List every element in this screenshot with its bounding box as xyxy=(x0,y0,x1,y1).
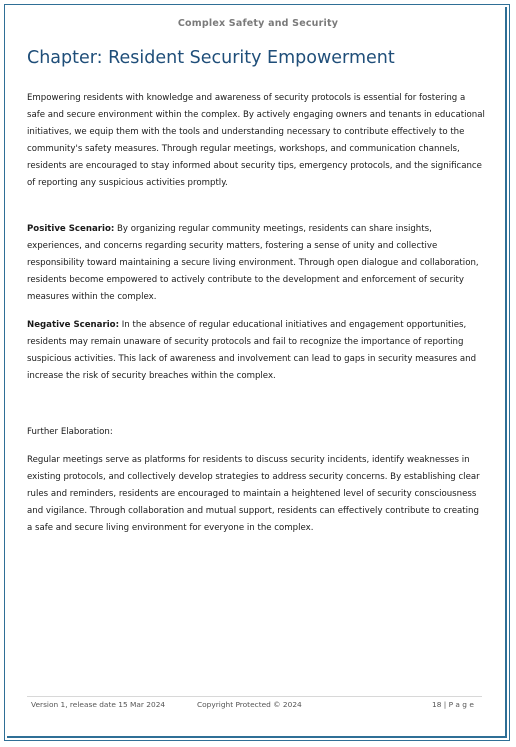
intro-paragraph: Empowering residents with knowledge and awareness of security protocols is essential for fostering a safe and secure environment within the complex. By actively engaging owners and tenants in educational initiatives, we equip them with the tools and understanding necessary to contribute effectively to the community's safety measures. Through regular meetings, workshops, and communication channels, residents are encouraged to stay informed about security tips, emergency protocols, and the significance of reporting any suspicious activities promptly. xyxy=(27,93,485,188)
footer-version: Version 1, release date 15 Mar 2024 xyxy=(31,700,166,709)
negative-scenario-paragraph xyxy=(27,317,485,385)
footer-page-number: 18 | P a g e xyxy=(432,700,474,709)
positive-scenario-text: By organizing regular community meetings, residents can share insights, experiences, and concerns regarding security matters, fostering a sense of unity and collective responsibility toward maintaining a secure living environment. Through open dialogue and collaboration, residents become empowered to actively contribute to the development and enforcement of security measures within the complex. xyxy=(27,224,479,302)
footer-divider xyxy=(27,696,482,697)
running-header: Complex Safety and Security xyxy=(177,18,339,29)
chapter-title: Chapter: Resident Security Empowerment xyxy=(27,48,395,68)
negative-scenario-text: In the absence of regular educational initiatives and engagement opportunities, residents may remain unaware of security protocols and fail to recognize the importance of reporting suspicious activities. This lack of awareness and involvement can lead to gaps in security measures and increase the risk of security breaches within the complex. xyxy=(27,320,477,381)
negative-scenario-label: Negative Scenario: xyxy=(27,320,120,330)
positive-scenario-paragraph xyxy=(27,221,485,306)
further-elaboration-heading: Further Elaboration: xyxy=(27,427,113,437)
positive-scenario-label: Positive Scenario: xyxy=(27,224,115,234)
further-elaboration-paragraph: Regular meetings serve as platforms for residents to discuss security incidents, identify weaknesses in existing protocols, and collectively develop strategies to address security concerns. By establishing clear rules and reminders, residents are encouraged to maintain a heightened level of security consciousness and vigilance. Through collaboration and mutual support, residents can effectively contribute to creating a safe and secure living environment for everyone in the complex. xyxy=(27,455,480,533)
footer-copyright: Copyright Protected © 2024 xyxy=(197,700,302,709)
